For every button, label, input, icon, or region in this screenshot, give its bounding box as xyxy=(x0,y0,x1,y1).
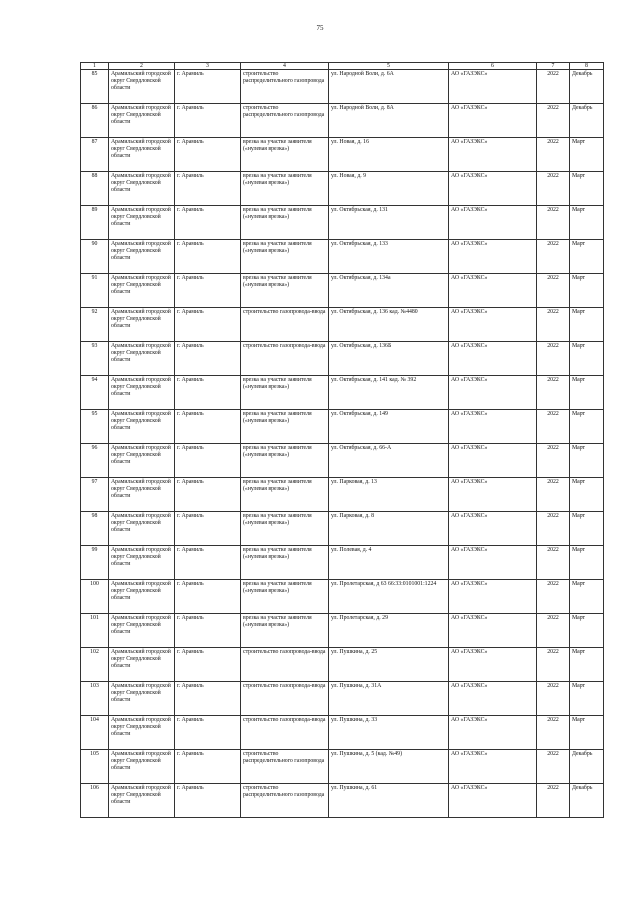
table-row xyxy=(81,410,604,444)
cell-address: ул. Октябрьская, д. 136Б xyxy=(329,342,449,376)
cell-district: Арамильский городской округ Свердловской области xyxy=(109,682,175,716)
cell-city: г. Арамиль xyxy=(175,342,241,376)
table-row xyxy=(81,138,604,172)
cell-district: Арамильский городской округ Свердловской области xyxy=(109,648,175,682)
cell-n: 96 xyxy=(81,444,109,478)
cell-month: Март xyxy=(570,478,604,512)
cell-district: Арамильский городской округ Свердловской области xyxy=(109,410,175,444)
cell-n: 100 xyxy=(81,580,109,614)
cell-work: врезка на участке заявителя («нулевая врезка») xyxy=(241,206,329,240)
cell-n: 88 xyxy=(81,172,109,206)
cell-work: врезка на участке заявителя («нулевая врезка») xyxy=(241,138,329,172)
cell-n: 94 xyxy=(81,376,109,410)
column-number-row xyxy=(81,63,604,70)
cell-company: АО «ГАЗЭКС» xyxy=(449,104,537,138)
cell-district: Арамильский городской округ Свердловской области xyxy=(109,172,175,206)
cell-n: 97 xyxy=(81,478,109,512)
table-row xyxy=(81,614,604,648)
cell-district: Арамильский городской округ Свердловской области xyxy=(109,750,175,784)
cell-month: Март xyxy=(570,614,604,648)
column-number-header: 4 xyxy=(241,63,329,70)
cell-n: 92 xyxy=(81,308,109,342)
cell-work: врезка на участке заявителя («нулевая врезка») xyxy=(241,274,329,308)
cell-district: Арамильский городской округ Свердловской области xyxy=(109,376,175,410)
cell-month: Декабрь xyxy=(570,70,604,104)
cell-district: Арамильский городской округ Свердловской области xyxy=(109,546,175,580)
cell-address: ул. Октябрьская, д. 149 xyxy=(329,410,449,444)
table-row xyxy=(81,750,604,784)
cell-month: Декабрь xyxy=(570,784,604,818)
table-row xyxy=(81,444,604,478)
cell-city: г. Арамиль xyxy=(175,750,241,784)
cell-year: 2022 xyxy=(537,546,570,580)
cell-address: ул. Народной Воли, д. 8А xyxy=(329,104,449,138)
cell-month: Март xyxy=(570,410,604,444)
column-number-header: 6 xyxy=(449,63,537,70)
table-row xyxy=(81,648,604,682)
cell-month: Март xyxy=(570,546,604,580)
cell-city: г. Арамиль xyxy=(175,172,241,206)
cell-city: г. Арамиль xyxy=(175,308,241,342)
cell-district: Арамильский городской округ Свердловской области xyxy=(109,342,175,376)
cell-city: г. Арамиль xyxy=(175,104,241,138)
column-number-header: 8 xyxy=(570,63,604,70)
table-row xyxy=(81,376,604,410)
cell-year: 2022 xyxy=(537,478,570,512)
cell-month: Март xyxy=(570,444,604,478)
cell-company: АО «ГАЗЭКС» xyxy=(449,410,537,444)
cell-company: АО «ГАЗЭКС» xyxy=(449,70,537,104)
cell-address: ул. Пушкина, д. 61 xyxy=(329,784,449,818)
cell-district: Арамильский городской округ Свердловской области xyxy=(109,784,175,818)
cell-address: ул. Октябрьская, д. 134а xyxy=(329,274,449,308)
cell-city: г. Арамиль xyxy=(175,682,241,716)
cell-n: 106 xyxy=(81,784,109,818)
cell-district: Арамильский городской округ Свердловской области xyxy=(109,308,175,342)
cell-work: строительство газопровода-ввода xyxy=(241,682,329,716)
table-row xyxy=(81,172,604,206)
cell-n: 91 xyxy=(81,274,109,308)
cell-address: ул. Пролетарская, д. 29 xyxy=(329,614,449,648)
cell-month: Март xyxy=(570,240,604,274)
cell-company: АО «ГАЗЭКС» xyxy=(449,682,537,716)
cell-company: АО «ГАЗЭКС» xyxy=(449,546,537,580)
cell-month: Март xyxy=(570,172,604,206)
cell-address: ул. Октябрьская, д. 141 кад. № 392 xyxy=(329,376,449,410)
table-row xyxy=(81,478,604,512)
cell-address: ул. Пушкина, д. 5 (кад. №49) xyxy=(329,750,449,784)
cell-month: Март xyxy=(570,648,604,682)
cell-work: врезка на участке заявителя («нулевая врезка») xyxy=(241,240,329,274)
table-row xyxy=(81,546,604,580)
cell-work: врезка на участке заявителя («нулевая врезка») xyxy=(241,172,329,206)
cell-year: 2022 xyxy=(537,614,570,648)
cell-month: Декабрь xyxy=(570,104,604,138)
cell-city: г. Арамиль xyxy=(175,444,241,478)
cell-work: врезка на участке заявителя («нулевая врезка») xyxy=(241,512,329,546)
cell-address: ул. Парковая, д. 8 xyxy=(329,512,449,546)
cell-district: Арамильский городской округ Свердловской области xyxy=(109,512,175,546)
cell-n: 95 xyxy=(81,410,109,444)
cell-address: ул. Пушкина, д. 25 xyxy=(329,648,449,682)
cell-work: врезка на участке заявителя («нулевая врезка») xyxy=(241,410,329,444)
cell-month: Март xyxy=(570,206,604,240)
cell-month: Март xyxy=(570,512,604,546)
column-number-header: 5 xyxy=(329,63,449,70)
cell-month: Март xyxy=(570,682,604,716)
cell-city: г. Арамиль xyxy=(175,240,241,274)
cell-year: 2022 xyxy=(537,580,570,614)
cell-n: 101 xyxy=(81,614,109,648)
cell-city: г. Арамиль xyxy=(175,716,241,750)
cell-company: АО «ГАЗЭКС» xyxy=(449,206,537,240)
gasification-table xyxy=(80,62,604,818)
page-number: 75 xyxy=(316,24,324,32)
cell-company: АО «ГАЗЭКС» xyxy=(449,580,537,614)
cell-year: 2022 xyxy=(537,784,570,818)
cell-year: 2022 xyxy=(537,716,570,750)
cell-year: 2022 xyxy=(537,342,570,376)
table-row xyxy=(81,104,604,138)
cell-year: 2022 xyxy=(537,240,570,274)
cell-work: строительство газопровода-ввода xyxy=(241,308,329,342)
cell-year: 2022 xyxy=(537,172,570,206)
cell-month: Март xyxy=(570,716,604,750)
cell-company: АО «ГАЗЭКС» xyxy=(449,478,537,512)
cell-city: г. Арамиль xyxy=(175,784,241,818)
table-row xyxy=(81,512,604,546)
cell-month: Март xyxy=(570,308,604,342)
cell-work: строительство газопровода-ввода xyxy=(241,648,329,682)
cell-district: Арамильский городской округ Свердловской области xyxy=(109,478,175,512)
cell-work: врезка на участке заявителя («нулевая врезка») xyxy=(241,546,329,580)
cell-company: АО «ГАЗЭКС» xyxy=(449,308,537,342)
cell-address: ул. Октябрьская, д. 131 xyxy=(329,206,449,240)
cell-n: 87 xyxy=(81,138,109,172)
cell-company: АО «ГАЗЭКС» xyxy=(449,274,537,308)
cell-company: АО «ГАЗЭКС» xyxy=(449,784,537,818)
cell-district: Арамильский городской округ Свердловской области xyxy=(109,104,175,138)
cell-address: ул. Парковая, д. 13 xyxy=(329,478,449,512)
cell-address: ул. Новая, д. 16 xyxy=(329,138,449,172)
table-row xyxy=(81,784,604,818)
cell-company: АО «ГАЗЭКС» xyxy=(449,512,537,546)
cell-year: 2022 xyxy=(537,104,570,138)
cell-company: АО «ГАЗЭКС» xyxy=(449,750,537,784)
column-number-header: 1 xyxy=(81,63,109,70)
table-row xyxy=(81,716,604,750)
table-row xyxy=(81,70,604,104)
cell-work: строительство распределительного газопровода xyxy=(241,104,329,138)
cell-district: Арамильский городской округ Свердловской области xyxy=(109,138,175,172)
cell-address: ул. Пролетарская, д 63 66:33:0101001:1224 xyxy=(329,580,449,614)
cell-year: 2022 xyxy=(537,70,570,104)
cell-n: 99 xyxy=(81,546,109,580)
cell-address: ул. Пушкина, д. 31А xyxy=(329,682,449,716)
cell-address: ул. Октябрьская, д. 136 кад. №4480 xyxy=(329,308,449,342)
cell-district: Арамильский городской округ Свердловской области xyxy=(109,444,175,478)
cell-company: АО «ГАЗЭКС» xyxy=(449,376,537,410)
cell-year: 2022 xyxy=(537,274,570,308)
cell-city: г. Арамиль xyxy=(175,138,241,172)
cell-city: г. Арамиль xyxy=(175,70,241,104)
cell-month: Март xyxy=(570,580,604,614)
cell-company: АО «ГАЗЭКС» xyxy=(449,614,537,648)
table-row xyxy=(81,206,604,240)
cell-address: ул. Народной Воли, д. 6А xyxy=(329,70,449,104)
column-number-header: 2 xyxy=(109,63,175,70)
cell-city: г. Арамиль xyxy=(175,274,241,308)
cell-company: АО «ГАЗЭКС» xyxy=(449,240,537,274)
cell-year: 2022 xyxy=(537,682,570,716)
cell-year: 2022 xyxy=(537,376,570,410)
column-number-header: 3 xyxy=(175,63,241,70)
cell-district: Арамильский городской округ Свердловской области xyxy=(109,70,175,104)
cell-year: 2022 xyxy=(537,648,570,682)
cell-n: 86 xyxy=(81,104,109,138)
cell-work: строительство распределительного газопровода xyxy=(241,784,329,818)
cell-year: 2022 xyxy=(537,308,570,342)
cell-n: 102 xyxy=(81,648,109,682)
cell-city: г. Арамиль xyxy=(175,478,241,512)
cell-month: Декабрь xyxy=(570,750,604,784)
table-body xyxy=(81,70,604,818)
column-number-header: 7 xyxy=(537,63,570,70)
table-row xyxy=(81,308,604,342)
cell-year: 2022 xyxy=(537,206,570,240)
cell-n: 105 xyxy=(81,750,109,784)
cell-city: г. Арамиль xyxy=(175,614,241,648)
cell-district: Арамильский городской округ Свердловской области xyxy=(109,716,175,750)
cell-work: строительство газопровода-ввода xyxy=(241,342,329,376)
cell-city: г. Арамиль xyxy=(175,376,241,410)
cell-work: врезка на участке заявителя («нулевая врезка») xyxy=(241,376,329,410)
table-row xyxy=(81,580,604,614)
cell-month: Март xyxy=(570,376,604,410)
cell-company: АО «ГАЗЭКС» xyxy=(449,172,537,206)
cell-n: 104 xyxy=(81,716,109,750)
cell-month: Март xyxy=(570,138,604,172)
cell-work: врезка на участке заявителя («нулевая врезка») xyxy=(241,478,329,512)
cell-city: г. Арамиль xyxy=(175,206,241,240)
cell-n: 90 xyxy=(81,240,109,274)
cell-district: Арамильский городской округ Свердловской области xyxy=(109,274,175,308)
cell-work: врезка на участке заявителя («нулевая врезка») xyxy=(241,614,329,648)
cell-address: ул. Новая, д. 9 xyxy=(329,172,449,206)
cell-year: 2022 xyxy=(537,444,570,478)
cell-district: Арамильский городской округ Свердловской области xyxy=(109,206,175,240)
cell-work: врезка на участке заявителя («нулевая врезка») xyxy=(241,444,329,478)
cell-month: Март xyxy=(570,274,604,308)
cell-district: Арамильский городской округ Свердловской области xyxy=(109,580,175,614)
cell-district: Арамильский городской округ Свердловской области xyxy=(109,240,175,274)
cell-company: АО «ГАЗЭКС» xyxy=(449,342,537,376)
cell-n: 89 xyxy=(81,206,109,240)
cell-city: г. Арамиль xyxy=(175,512,241,546)
cell-address: ул. Пушкина, д. 33 xyxy=(329,716,449,750)
cell-address: ул. Октябрьская, д. 133 xyxy=(329,240,449,274)
table-row xyxy=(81,682,604,716)
cell-company: АО «ГАЗЭКС» xyxy=(449,138,537,172)
cell-company: АО «ГАЗЭКС» xyxy=(449,716,537,750)
table-row xyxy=(81,342,604,376)
cell-month: Март xyxy=(570,342,604,376)
cell-address: ул. Октябрьская, д. 66-А xyxy=(329,444,449,478)
cell-year: 2022 xyxy=(537,512,570,546)
cell-work: строительство распределительного газопровода xyxy=(241,750,329,784)
cell-address: ул. Полевая, д. 4 xyxy=(329,546,449,580)
cell-year: 2022 xyxy=(537,410,570,444)
cell-n: 98 xyxy=(81,512,109,546)
table-row xyxy=(81,274,604,308)
cell-city: г. Арамиль xyxy=(175,410,241,444)
cell-n: 103 xyxy=(81,682,109,716)
cell-company: АО «ГАЗЭКС» xyxy=(449,444,537,478)
cell-district: Арамильский городской округ Свердловской области xyxy=(109,614,175,648)
cell-year: 2022 xyxy=(537,750,570,784)
cell-company: АО «ГАЗЭКС» xyxy=(449,648,537,682)
cell-work: врезка на участке заявителя («нулевая врезка») xyxy=(241,580,329,614)
cell-year: 2022 xyxy=(537,138,570,172)
table-row xyxy=(81,240,604,274)
cell-work: строительство газопровода-ввода xyxy=(241,716,329,750)
cell-city: г. Арамиль xyxy=(175,580,241,614)
cell-n: 85 xyxy=(81,70,109,104)
cell-city: г. Арамиль xyxy=(175,546,241,580)
cell-city: г. Арамиль xyxy=(175,648,241,682)
cell-work: строительство распределительного газопровода xyxy=(241,70,329,104)
cell-n: 93 xyxy=(81,342,109,376)
